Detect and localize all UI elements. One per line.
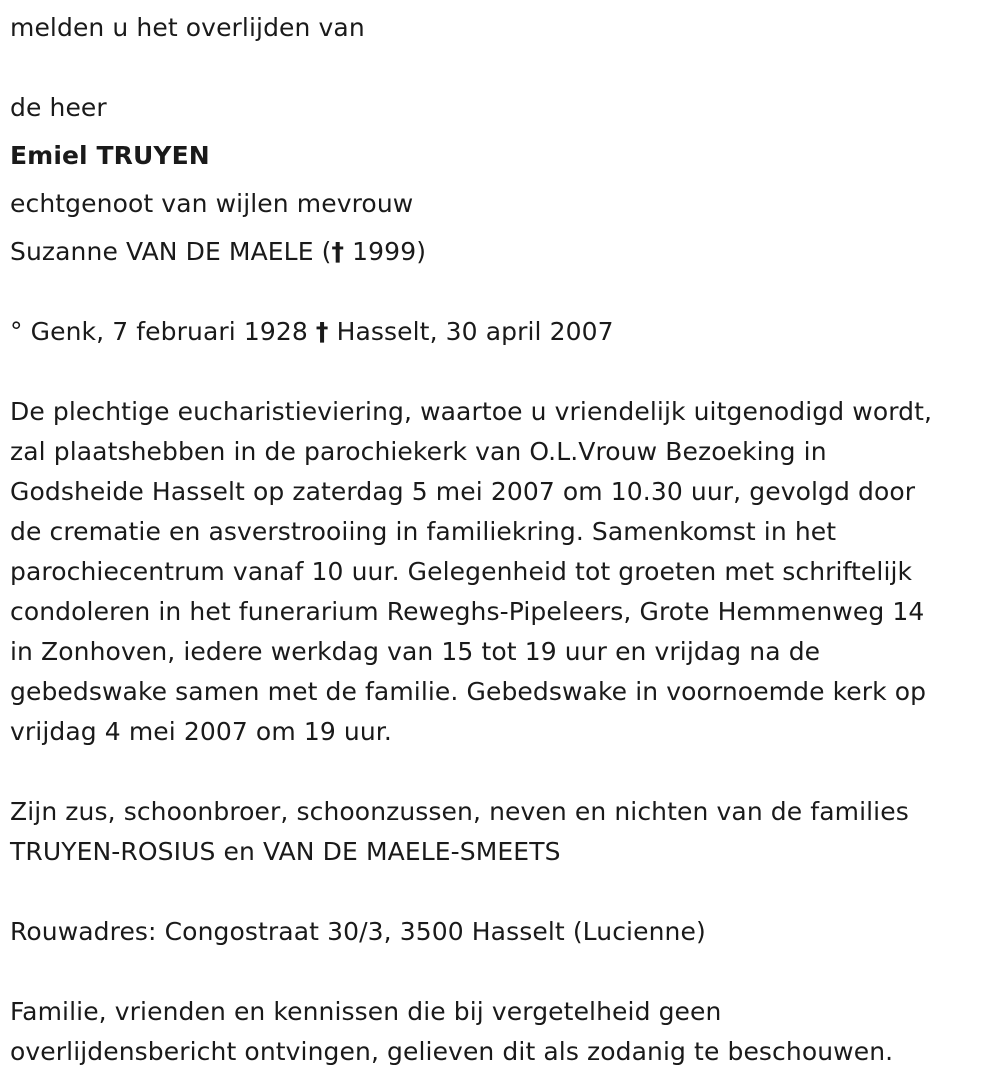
paragraph-line: Godsheide Hasselt op zaterdag 5 mei 2007 om 10.30 uur, gevolgd door: [10, 477, 916, 506]
birth-info: Genk, 7 februari 1928: [22, 317, 316, 346]
life-dates: [10, 312, 990, 352]
address-paragraph: [10, 912, 990, 952]
cross-icon: †: [331, 237, 345, 266]
ceremony-paragraph: [10, 392, 990, 752]
death-info: Hasselt, 30 april 2007: [328, 317, 614, 346]
paragraph-line: overlijdensbericht ontvingen, gelieven dit als zodanig te beschouwen.: [10, 1037, 894, 1066]
paragraph-line: de crematie en asverstrooiing in familiekring. Samenkomst in het: [10, 517, 837, 546]
paragraph-line: zal plaatshebben in de parochiekerk van O.L.Vrouw Bezoeking in: [10, 437, 827, 466]
spouse-line: echtgenoot van wijlen mevrouw: [10, 189, 414, 218]
paragraph-line: in Zonhoven, iedere werkdag van 15 tot 19 uur en vrijdag na de: [10, 637, 821, 666]
paragraph-line: condoleren in het funerarium Reweghs-Pipeleers, Grote Hemmenweg 14: [10, 597, 925, 626]
paragraph-line: parochiecentrum vanaf 10 uur. Gelegenheid tot groeten met schriftelijk: [10, 557, 913, 586]
paragraph-line: Familie, vrienden en kennissen die bij vergetelheid geen: [10, 997, 722, 1026]
cross-icon: †: [315, 317, 329, 346]
paragraph-line: vrijdag 4 mei 2007 om 19 uur.: [10, 717, 392, 746]
paragraph-line: TRUYEN-ROSIUS en VAN DE MAELE-SMEETS: [10, 837, 561, 866]
paragraph-line: Zijn zus, schoonbroer, schoonzussen, neven en nichten van de families: [10, 797, 909, 826]
intro-text: melden u het overlijden van: [10, 13, 365, 42]
paragraph-line: gebedswake samen met de familie. Gebedswake in voornoemde kerk op: [10, 677, 927, 706]
mourning-address: Rouwadres: Congostraat 30/3, 3500 Hasselt (Lucienne): [10, 917, 706, 946]
spouse-name: Suzanne VAN DE MAELE (: [10, 237, 332, 266]
spouse-death-year: 1999): [344, 237, 427, 266]
paragraph-line: De plechtige eucharistieviering, waartoe u vriendelijk uitgenodigd wordt,: [10, 397, 933, 426]
title-prefix: de heer: [10, 93, 107, 122]
birth-symbol: °: [10, 317, 23, 346]
family-paragraph: [10, 792, 990, 872]
spouse-info: [10, 232, 990, 272]
deceased-name: Emiel TRUYEN: [10, 141, 210, 170]
closing-paragraph: [10, 992, 990, 1072]
